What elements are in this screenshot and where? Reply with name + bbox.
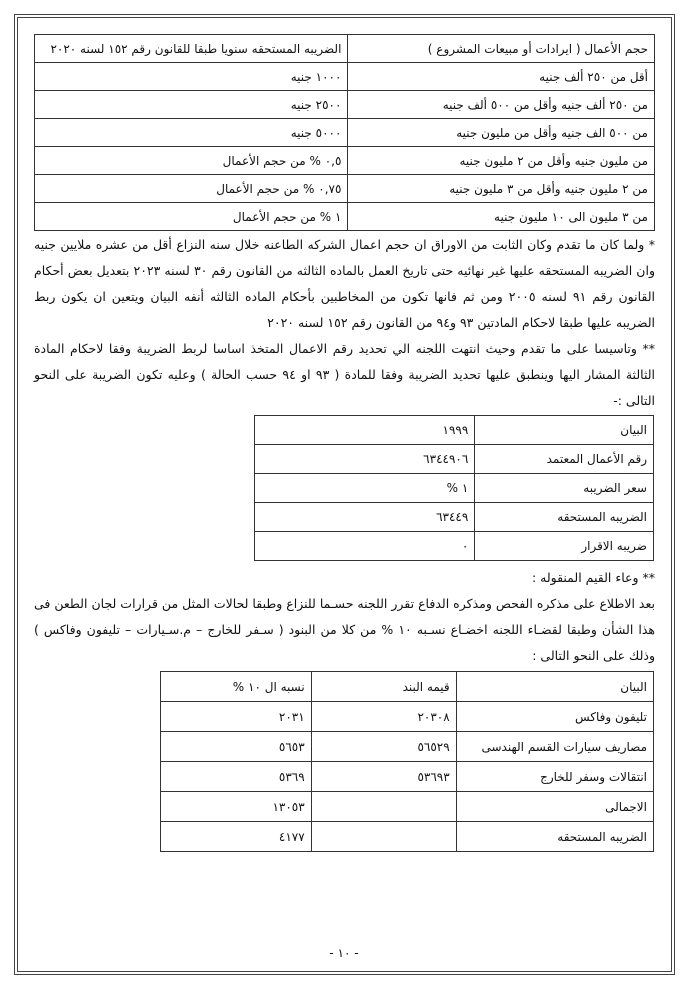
item-ratio: ٥٦٥٣: [161, 732, 312, 762]
summary-value: ٠: [255, 532, 475, 561]
volume-cell: من ٢ مليون جنيه وأقل من ٣ مليون جنيه: [348, 175, 655, 203]
tax-header: الضريبه المستحقه سنويا طبقا للقانون رقم ١٥٢ لسنه ٢٠٢٠: [35, 35, 348, 63]
item-value-header: قيمه البند: [311, 672, 456, 702]
volume-cell: من مليون جنيه وأقل من ٢ مليون جنيه: [348, 147, 655, 175]
paragraph-decision: بعد الاطلاع على مذكره الفحص ومذكره الدفاع تقرر اللجنه حسـما للنزاع وطبقا لحالات المثل من قرارات لجان الطعن فى هذا الشأن وطبقا لقضـاء اللجنه اخضـاع نسـبه ١٠ % من كلا من البنود ( سـفر للخارج – م.سـيارات – تليفون وفاكس ) وذلك على النحو التالى :: [34, 596, 655, 663]
item-ratio-header: نسبه ال ١٠ %: [161, 672, 312, 702]
volume-cell: من ٣ مليون الى ١٠ مليون جنيه: [348, 203, 655, 231]
tax-brackets-table: [34, 34, 655, 231]
tax-summary-table: [254, 415, 654, 561]
section-heading-transfer: ** وعاء القيم المنقوله :: [531, 570, 655, 585]
page-number: - ١٠ -: [329, 946, 359, 960]
item-value: ٢٠٣٠٨: [311, 702, 456, 732]
table-row: [161, 792, 654, 822]
item-ratio: ٤١٧٧: [161, 822, 312, 852]
item-value: ٥٣٦٩٣: [311, 762, 456, 792]
item-ratio: ٢٠٣١: [161, 702, 312, 732]
item-value: [311, 822, 456, 852]
table-row: [35, 91, 655, 119]
table-row: [161, 762, 654, 792]
table-row: [255, 416, 654, 445]
item-label: انتقالات وسفر للخارج: [456, 762, 653, 792]
items-table: [160, 671, 654, 852]
tax-cell: ٥٠٠٠ جنيه: [35, 119, 348, 147]
item-label-header: البيان: [456, 672, 653, 702]
tax-cell: ٠,٥ % من حجم الأعمال: [35, 147, 348, 175]
summary-value: ٦٣٤٤٩٠٦: [255, 445, 475, 474]
volume-cell: من ٥٠٠ الف جنيه وأقل من مليون جنيه: [348, 119, 655, 147]
summary-value: ٦٣٤٤٩: [255, 503, 475, 532]
summary-value: ١ %: [255, 474, 475, 503]
volume-cell: أقل من ٢٥٠ ألف جنيه: [348, 63, 655, 91]
paragraph-ruling: * ولما كان ما تقدم وكان الثابت من الاوراق ان حجم اعمال الشركه الطاعنه خلال سنه النزاع أقل من عشره ملايين جنيه وان الضريبه المستحقه عليها غير نهائيه حتى تاريخ العمل بالماده الثالثه من القانون رقم ٣٠ لسنه ٢٠٢٣ بتعديل بعض أحكام القانون رقم ٩١ لسنه ٢٠٠٥ ومن ثم فانها تكون من المخاطبين بأحكام الماده الثالثه أنفه البيان ويتعين ان يكون ربط الضريبه عليها طبقا لاحكام المادتين ٩٣ و٩٤ من القانون رقم ١٥٢ لسنه ٢٠٢٠: [34, 237, 655, 330]
summary-value: ١٩٩٩: [255, 416, 475, 445]
document-body: [34, 34, 655, 852]
item-ratio: ١٣٠٥٣: [161, 792, 312, 822]
item-label: الاجمالى: [456, 792, 653, 822]
summary-label: ضريبه الاقرار: [475, 532, 654, 561]
item-value: ٥٦٥٢٩: [311, 732, 456, 762]
item-label: مصاريف سيارات القسم الهندسى: [456, 732, 653, 762]
tax-cell: ٢٥٠٠ جنيه: [35, 91, 348, 119]
table-row: [35, 119, 655, 147]
summary-label: سعر الضريبه: [475, 474, 654, 503]
item-ratio: ٥٣٦٩: [161, 762, 312, 792]
item-value: [311, 792, 456, 822]
table-header-row: [161, 672, 654, 702]
table-row: [255, 503, 654, 532]
table-row: [35, 175, 655, 203]
tax-cell: ٠,٧٥ % من حجم الأعمال: [35, 175, 348, 203]
table-row: [255, 474, 654, 503]
summary-label: رقم الأعمال المعتمد: [475, 445, 654, 474]
table-row: [161, 702, 654, 732]
table-row: [255, 445, 654, 474]
table-row: [35, 63, 655, 91]
table-header-row: [35, 35, 655, 63]
table-row: [161, 732, 654, 762]
volume-cell: من ٢٥٠ ألف جنيه وأقل من ٥٠٠ ألف جنيه: [348, 91, 655, 119]
table-row: [35, 203, 655, 231]
summary-label: البيان: [475, 416, 654, 445]
table-row: [35, 147, 655, 175]
item-label: الضريبه المستحقه: [456, 822, 653, 852]
summary-label: الضريبه المستحقه: [475, 503, 654, 532]
item-label: تليفون وفاكس: [456, 702, 653, 732]
table-row: [255, 532, 654, 561]
tax-cell: ١٠٠٠ جنيه: [35, 63, 348, 91]
tax-cell: ١ % من حجم الأعمال: [35, 203, 348, 231]
paragraph-basis: ** وتاسيسا على ما تقدم وحيث انتهت اللجنه الي تحديد رقم الاعمال المتخذ اساسا لربط الضريبة وفقا لاحكام المادة الثالثة المشار اليها وينطبق عليها تحديد الضريبة وفقا للمادة ( ٩٣ او ٩٤ حسب الحالة ) وعليه تكون الضريبة على النحو التالى :-: [34, 341, 655, 408]
volume-header: حجم الأعمال ( ايرادات أو مبيعات المشروع ): [348, 35, 655, 63]
table-row: [161, 822, 654, 852]
